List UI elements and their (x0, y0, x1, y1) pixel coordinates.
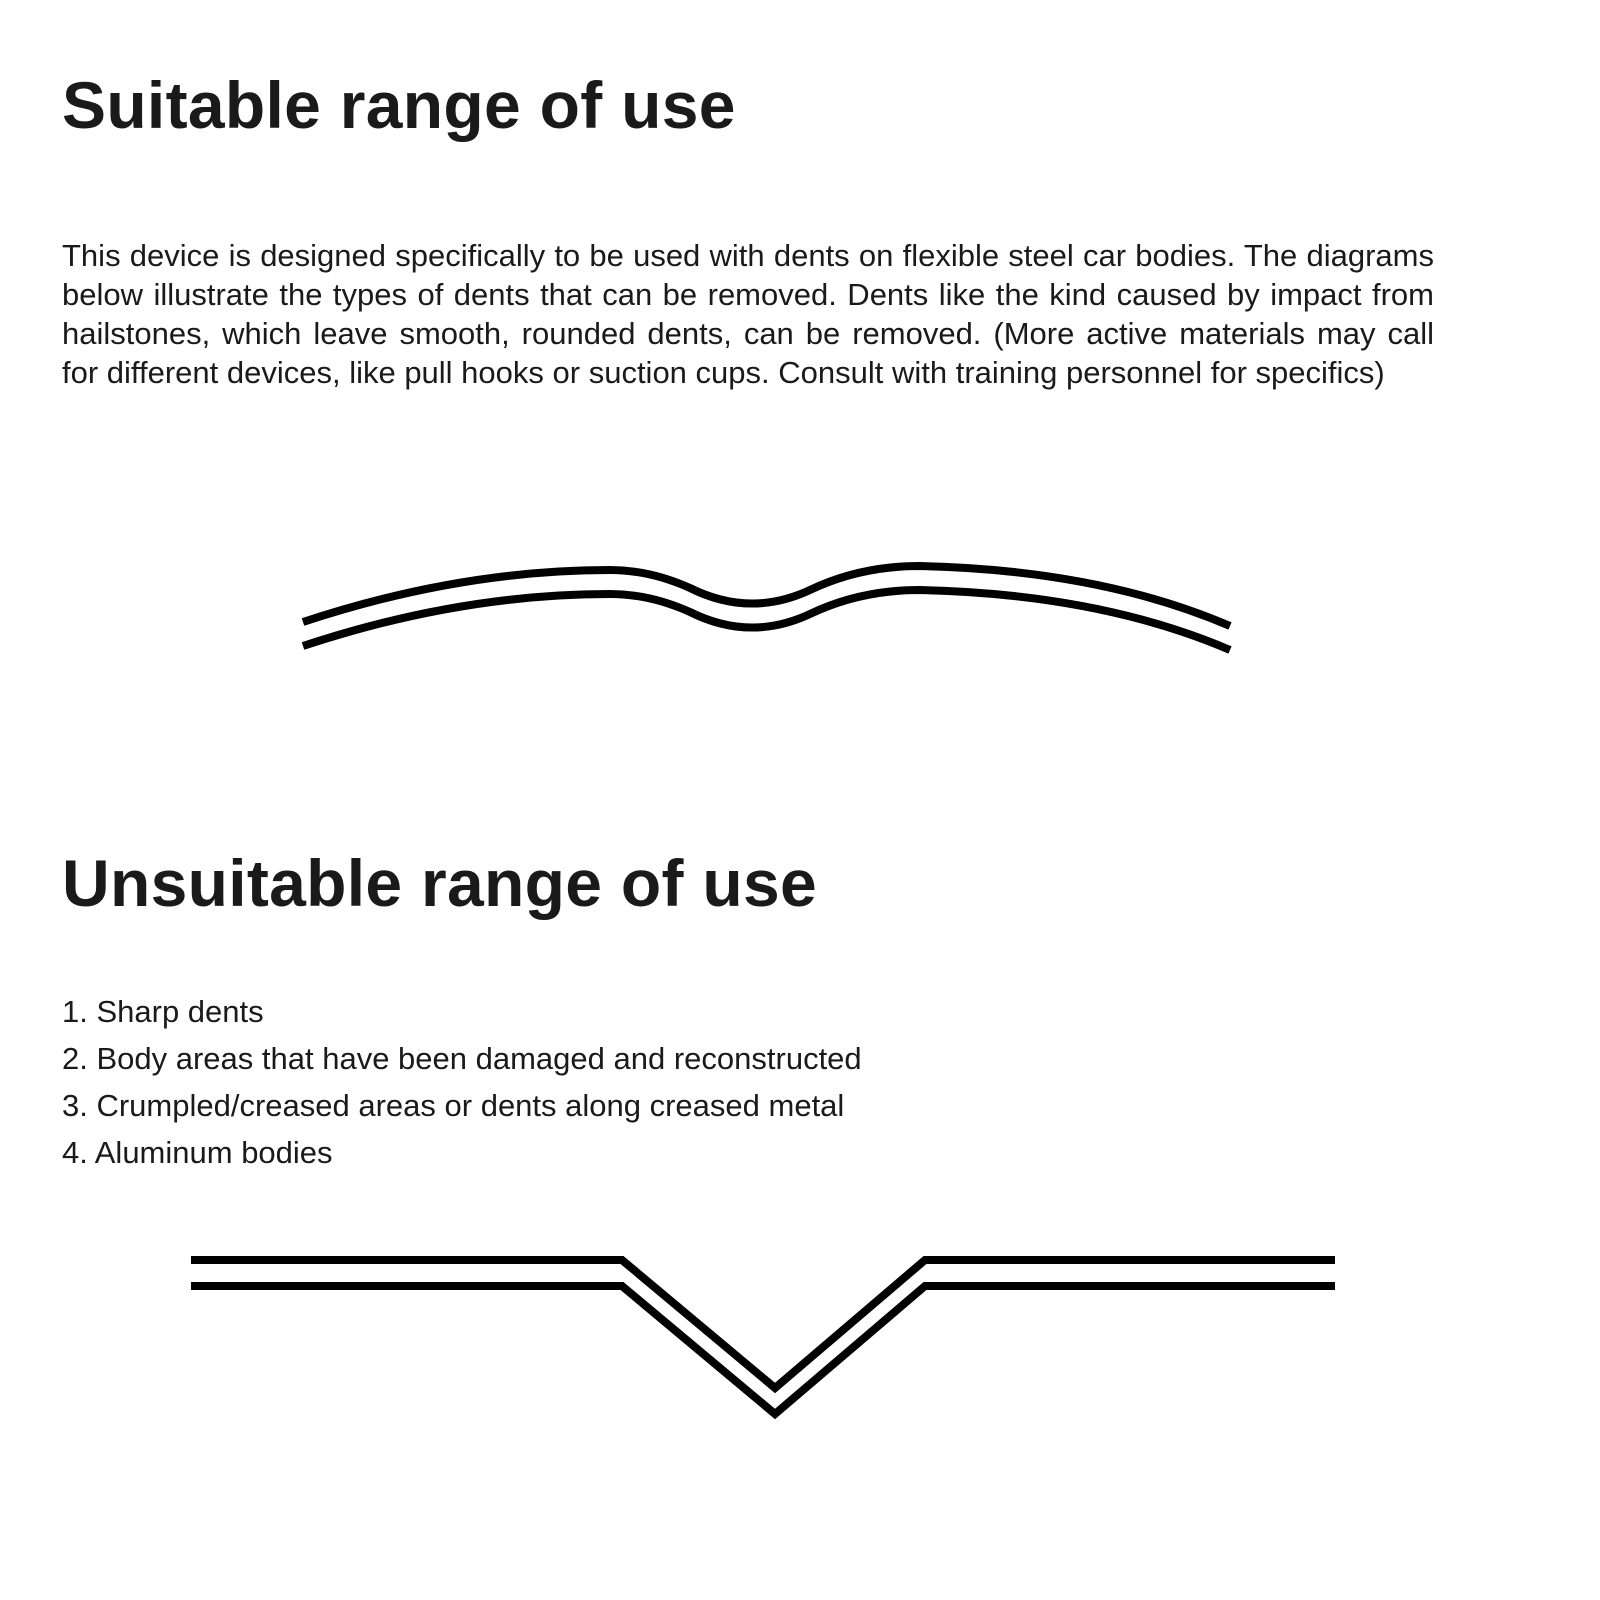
list-item: 3. Crumpled/creased areas or dents along creased metal (62, 1088, 845, 1123)
suitable-range-heading: Suitable range of use (62, 68, 736, 142)
dent-line-upper (303, 566, 1230, 626)
v-dent-line-lower (191, 1286, 1335, 1414)
sharp-v-dent-diagram (0, 1240, 1600, 1430)
unsuitable-list (62, 988, 862, 1176)
unsuitable-range-heading: Unsuitable range of use (62, 846, 818, 920)
v-dent-line-upper (191, 1260, 1335, 1388)
smooth-rounded-dent-diagram (0, 540, 1600, 670)
list-item: 4. Aluminum bodies (62, 1135, 333, 1170)
suitable-range-description: This device is designed specifically to be used with dents on flexible steel car bodies. The diagrams below illustrate the types of dents that can be removed. Dents like the kind caused by impact from hailstones, which leave smooth, rounded dents, can be removed. (More active materials may call for different devices, like pull hooks or suction cups. Consult with training personnel for specifics) (62, 238, 1434, 390)
list-item: 2. Body areas that have been damaged and reconstructed (62, 1041, 862, 1076)
list-item: 1. Sharp dents (62, 994, 264, 1029)
